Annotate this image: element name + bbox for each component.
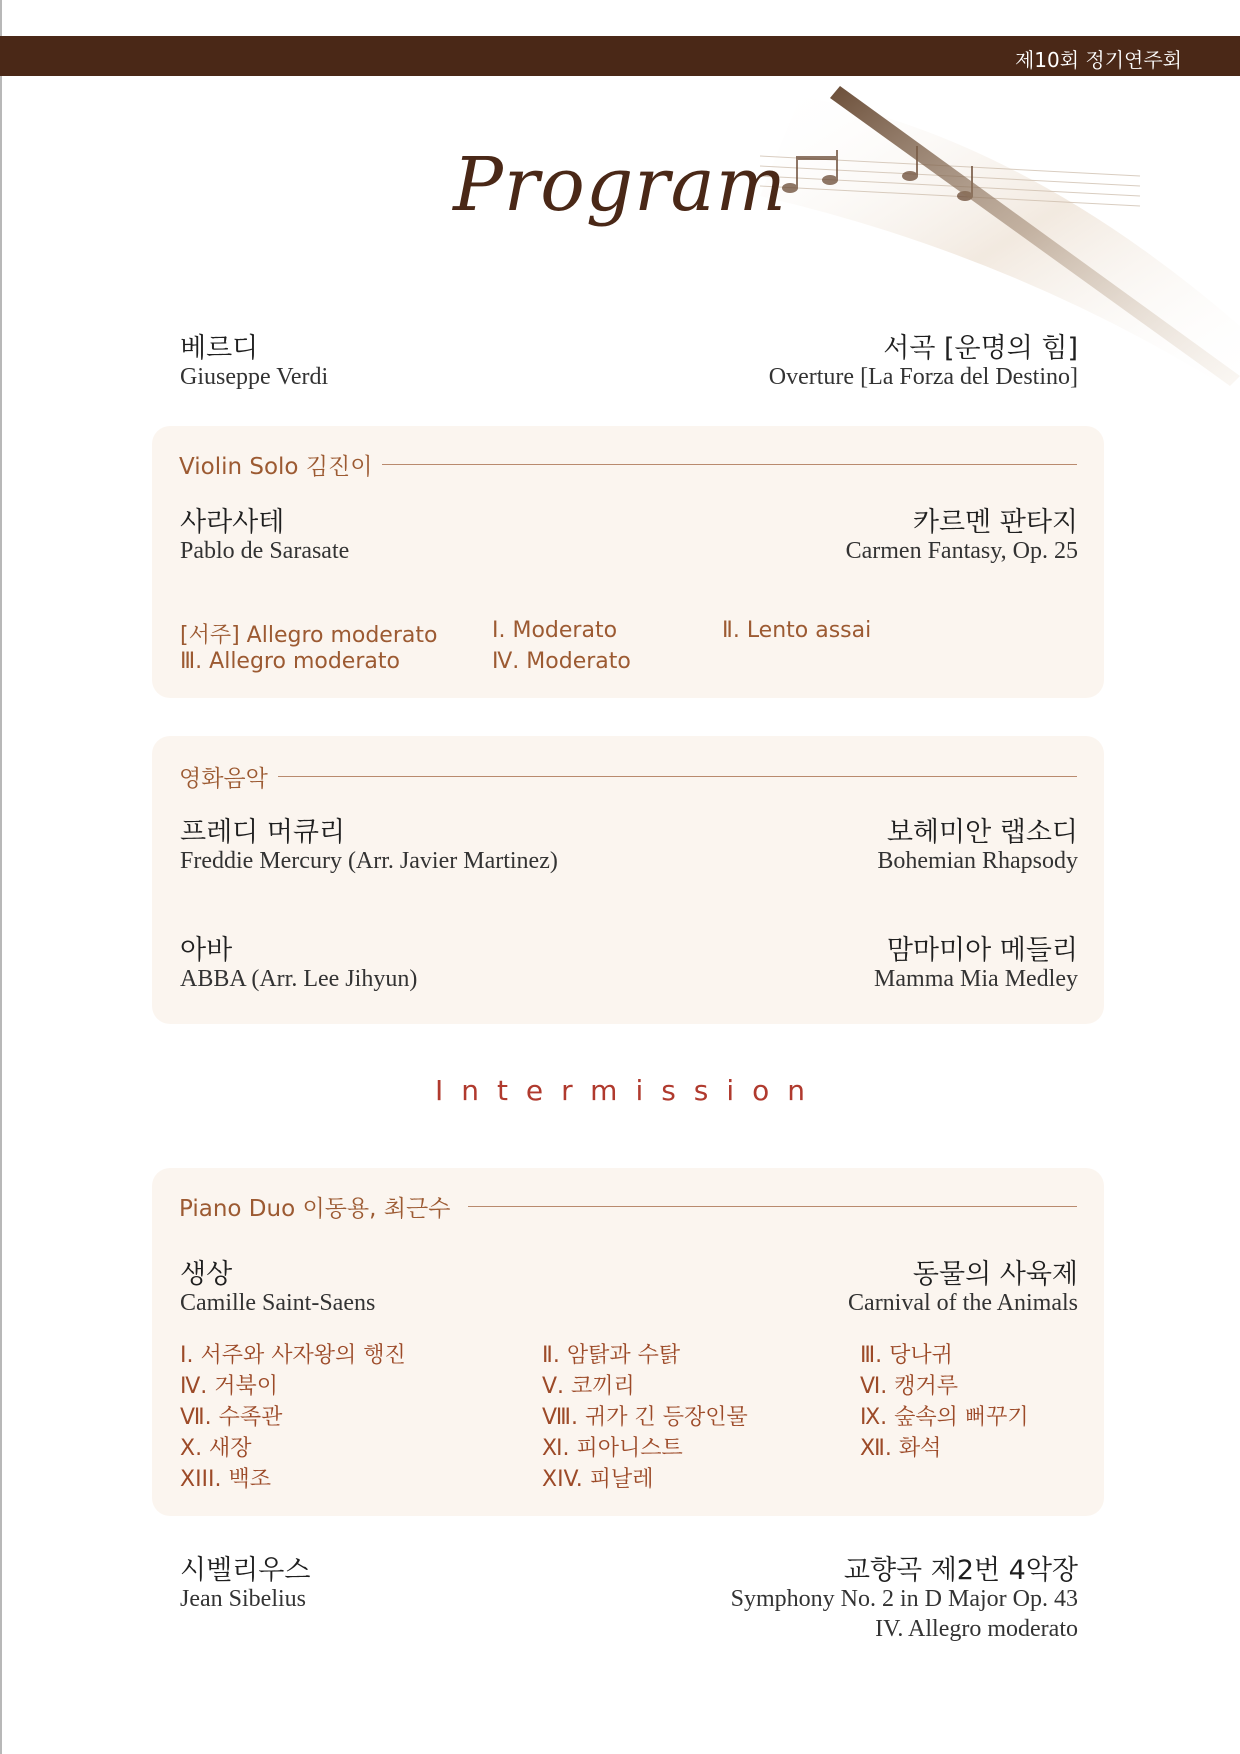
- piece-subtitle-en: IV. Allegro moderato: [875, 1616, 1078, 1642]
- panel-heading-text: Violin Solo 김진이: [179, 454, 373, 480]
- panel-heading: [179, 1190, 1077, 1223]
- composer-en: Giuseppe Verdi: [180, 364, 329, 390]
- intermission-label: Intermission: [434, 1074, 824, 1107]
- piece-title-en: Mamma Mia Medley: [874, 966, 1078, 992]
- composer-kr: 시벨리우스: [180, 1555, 311, 1586]
- movement-item: XIII. 백조: [180, 1467, 272, 1492]
- movement-item: [서주] Allegro moderato: [180, 623, 438, 648]
- piece-title-en: Symphony No. 2 in D Major Op. 43: [730, 1586, 1078, 1612]
- panel-heading: [179, 760, 1077, 793]
- composer-kr: 베르디: [180, 333, 259, 364]
- composer-en: ABBA (Arr. Lee Jihyun): [180, 966, 418, 992]
- piece-title-kr: 맘마미아 메들리: [886, 935, 1078, 966]
- movement-item: Ⅶ. 수족관: [180, 1405, 283, 1430]
- movement-item: Ⅸ. 숲속의 뻐꾸기: [860, 1405, 1029, 1430]
- divider: [278, 776, 1077, 777]
- composer-kr: 사라사테: [180, 507, 285, 538]
- movement-item: Ⅱ. 암탉과 수탉: [542, 1343, 681, 1368]
- concert-label: 제10회 정기연주회: [1014, 48, 1182, 72]
- composer-kr: 아바: [180, 935, 233, 966]
- movement-item: Ⅰ. 서주와 사자왕의 행진: [180, 1343, 406, 1368]
- piece-title-kr: 동물의 사육제: [912, 1259, 1078, 1290]
- movement-item: Ⅳ. 거북이: [180, 1374, 279, 1399]
- piece-title-en: Carnival of the Animals: [848, 1290, 1078, 1316]
- composer-en: Jean Sibelius: [180, 1586, 306, 1612]
- panel-heading: [179, 448, 1077, 481]
- movement-item: Ⅲ. 당나귀: [860, 1343, 953, 1368]
- composer-en: Freddie Mercury (Arr. Javier Martinez): [180, 848, 558, 874]
- movement-item: Ⅷ. 귀가 긴 등장인물: [542, 1405, 748, 1430]
- piece-title-kr: 보헤미안 랩소디: [886, 817, 1078, 848]
- movement-item: Ⅲ. Allegro moderato: [180, 649, 400, 674]
- film-music-panel: [152, 736, 1104, 1024]
- movement-item: Ⅱ. Lento assai: [722, 618, 872, 643]
- piece-title-en: Overture [La Forza del Destino]: [768, 364, 1078, 390]
- divider: [382, 464, 1077, 465]
- header-bar: [0, 36, 1240, 76]
- movement-item: XIV. 피날레: [542, 1467, 654, 1492]
- page-edge-line: [0, 0, 2, 1754]
- violin-solo-panel: [152, 426, 1104, 698]
- page-title: Program: [453, 142, 787, 228]
- movement-item: Ⅺ. 피아니스트: [542, 1436, 683, 1461]
- panel-heading-text: 영화음악: [179, 766, 268, 792]
- piece-title-kr: 서곡 [운명의 힘]: [883, 333, 1078, 364]
- movement-item: Ⅻ. 화석: [860, 1436, 942, 1461]
- movement-item: Ⅳ. Moderato: [492, 649, 631, 674]
- movement-item: Ⅰ. Moderato: [492, 618, 618, 643]
- composer-en: Camille Saint-Saens: [180, 1290, 376, 1316]
- composer-en: Pablo de Sarasate: [180, 538, 350, 564]
- panel-heading-text: Piano Duo 이동용, 최근수: [179, 1196, 451, 1222]
- piece-title-en: Carmen Fantasy, Op. 25: [845, 538, 1078, 564]
- composer-kr: 생상: [180, 1259, 233, 1290]
- piece-title-kr: 교향곡 제2번 4악장: [843, 1555, 1078, 1586]
- movement-item: Ⅴ. 코끼리: [542, 1374, 635, 1399]
- movement-item: Ⅹ. 새장: [180, 1436, 252, 1461]
- piece-title-en: Bohemian Rhapsody: [877, 848, 1078, 874]
- piano-duo-panel: [152, 1168, 1104, 1516]
- divider: [468, 1206, 1077, 1207]
- composer-kr: 프레디 머큐리: [180, 817, 346, 848]
- movement-item: Ⅵ. 캥거루: [860, 1374, 959, 1399]
- piece-title-kr: 카르멘 판타지: [912, 507, 1078, 538]
